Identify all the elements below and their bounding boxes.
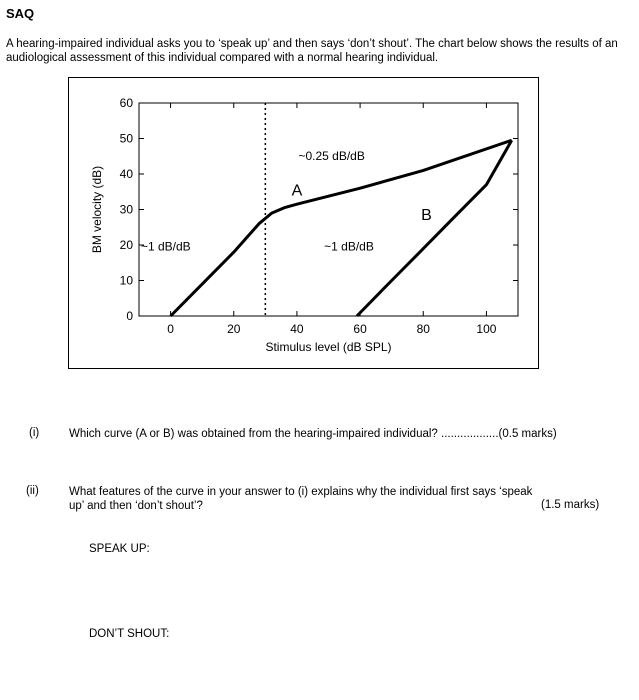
- series-label-b: B: [421, 207, 432, 225]
- question-2-text: What features of the curve in your answer to (i) explains why the individual first says ‘speak up’ and then ‘don’t shout’?: [69, 486, 533, 512]
- y-tick-label: 40: [119, 167, 133, 181]
- x-tick-label: 100: [476, 322, 497, 336]
- question-1-text: Which curve (A or B) was obtained from the hearing-impaired individual? ..................(0.5 marks): [69, 428, 557, 440]
- x-axis-label: Stimulus level (dB SPL): [265, 340, 392, 354]
- question-1-number: (i): [29, 427, 40, 439]
- page-title: SAQ: [6, 6, 35, 21]
- x-tick-label: 20: [227, 322, 241, 336]
- question-2-number: (ii): [26, 485, 39, 497]
- y-tick-label: 50: [119, 131, 133, 146]
- annotation-slope-b: ~1 dB/dB: [324, 239, 374, 254]
- x-tick-label: 40: [290, 322, 304, 336]
- annotation-slope-high: ~0.25 dB/dB: [298, 148, 365, 163]
- intro-paragraph: A hearing-impaired individual asks you to ‘speak up’ and then says ‘don’t shout’. The chart below shows the results of an audiological assessment of this individual compared with a normal hearing individual.: [6, 38, 618, 64]
- dont-shout-label: DON’T SHOUT:: [89, 628, 170, 640]
- y-tick-label: 60: [119, 96, 133, 110]
- series-line-a: [171, 140, 512, 316]
- chart-svg: [69, 78, 540, 370]
- x-tick-label: 60: [353, 322, 367, 336]
- speak-up-label: SPEAK UP:: [89, 543, 150, 555]
- y-tick-label: 0: [126, 309, 133, 323]
- y-tick-label: 30: [119, 202, 133, 217]
- y-tick-label: 10: [119, 273, 133, 288]
- series-label-a: A: [291, 182, 303, 200]
- y-tick-label: 20: [119, 238, 133, 252]
- chart-figure: [68, 77, 539, 369]
- annotation-slope-low: ~1 dB/dB: [140, 239, 191, 254]
- question-2-marks: (1.5 marks): [541, 499, 600, 511]
- x-tick-label: 0: [167, 322, 174, 336]
- y-axis-label: BM velocity (dB): [90, 165, 104, 254]
- x-tick-label: 80: [416, 322, 430, 336]
